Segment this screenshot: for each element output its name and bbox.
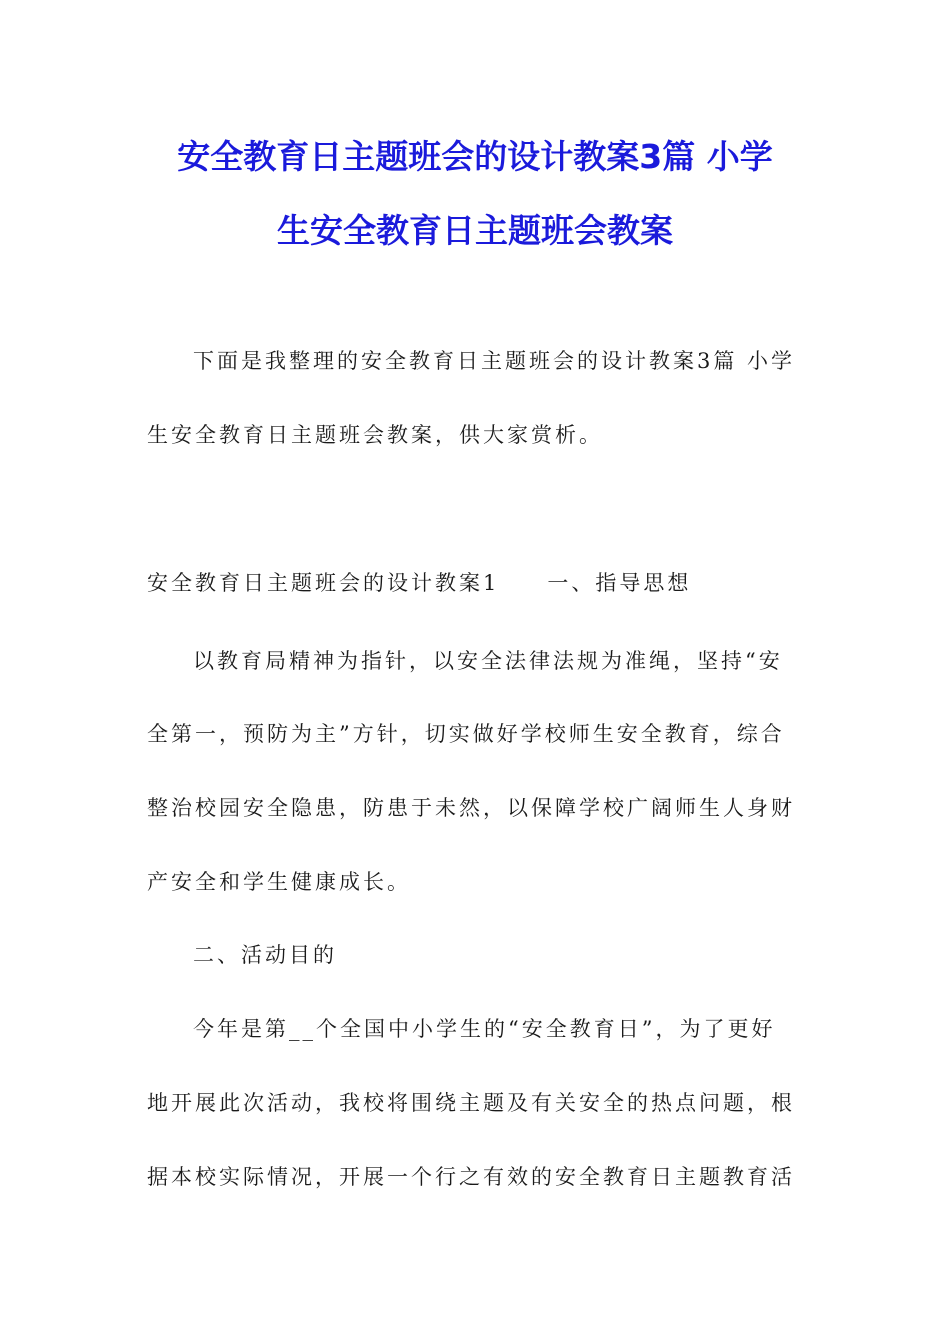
intro-line-2: 生安全教育日主题班会教案，供大家赏析。 [147, 423, 603, 447]
intro-line-1: 下面是我整理的安全教育日主题班会的设计教案3篇 小学 [193, 349, 796, 373]
body-line: 产安全和学生健康成长。 [147, 870, 411, 894]
body-line: 整治校园安全隐患，防患于未然，以保障学校广阔师生人身财 [147, 796, 795, 820]
body-line: 全第一，预防为主”方针，切实做好学校师生安全教育，综合 [147, 722, 785, 746]
title-line-2: 生安全教育日主题班会教案 [277, 211, 673, 250]
body-line: 今年是第__个全国中小学生的“安全教育日”，为了更好 [193, 1017, 776, 1041]
title-line-1: 安全教育日主题班会的设计教案3篇 小学 [177, 137, 773, 176]
body-line: 地开展此次活动，我校将围绕主题及有关安全的热点问题，根 [147, 1091, 795, 1115]
section-heading: 安全教育日主题班会的设计教案1 一、指导思想 [147, 571, 692, 595]
body-line: 据本校实际情况，开展一个行之有效的安全教育日主题教育活 [147, 1165, 795, 1189]
body-line: 以教育局精神为指针，以安全法律法规为准绳，坚持“安 [193, 649, 783, 673]
subheading-activity-purpose: 二、活动目的 [193, 943, 337, 967]
document-title [110, 120, 840, 268]
